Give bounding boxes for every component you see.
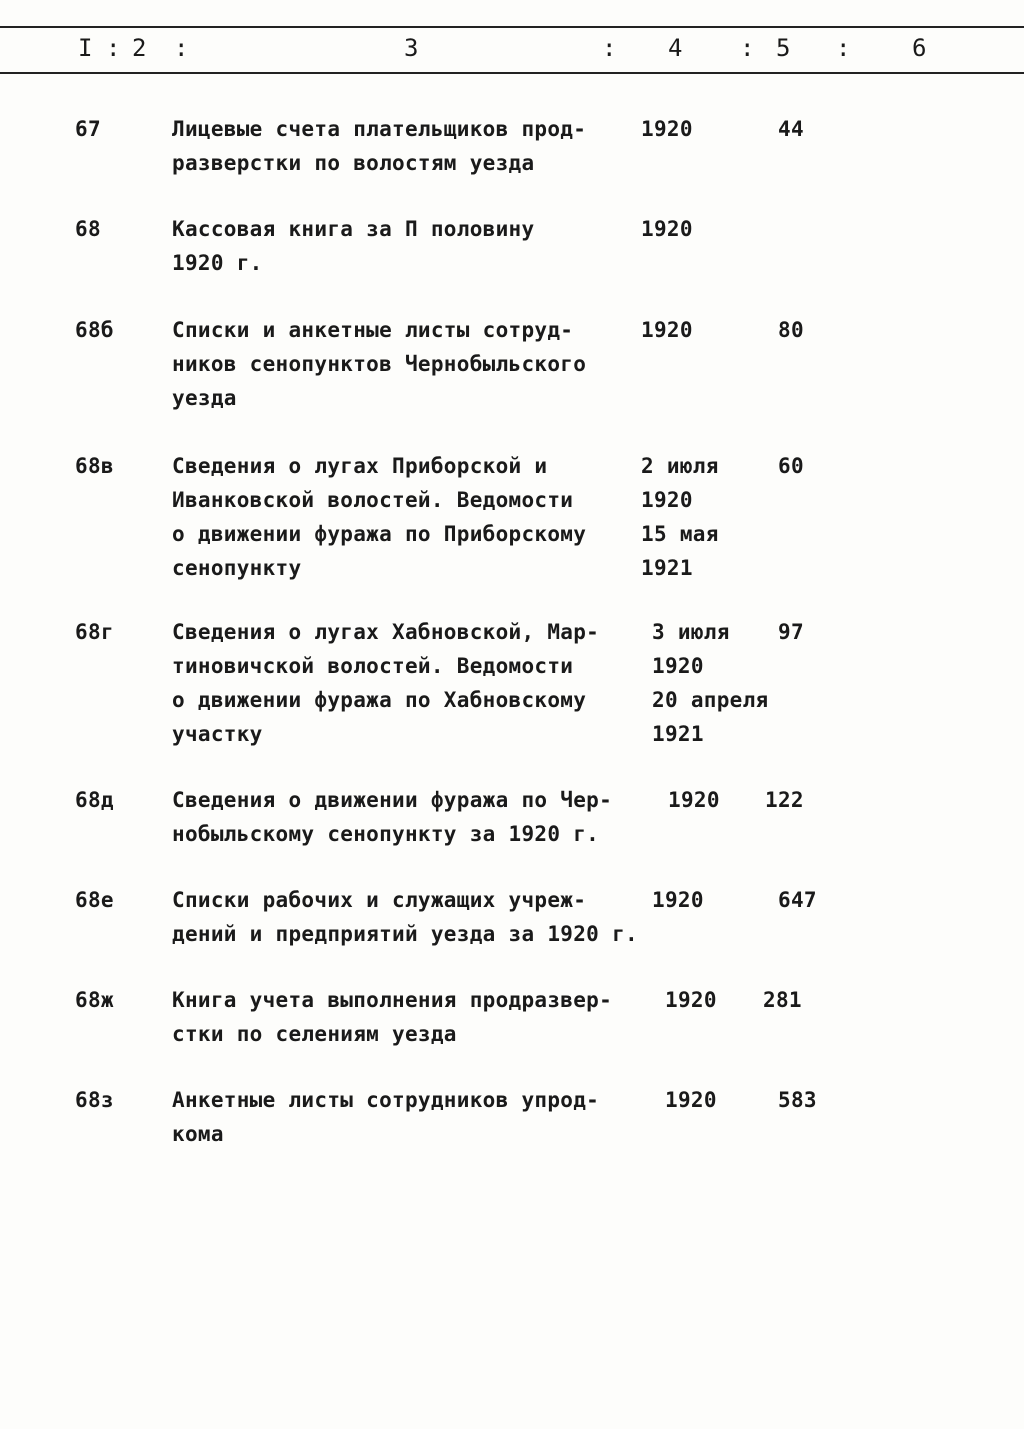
- col-4: 4: [668, 34, 683, 62]
- item-number: 68в: [75, 454, 114, 478]
- title-line: Кассовая книга за П половину: [172, 217, 535, 241]
- date-line: 20 апреля: [652, 688, 769, 712]
- date-line: 1921: [641, 556, 693, 580]
- item-title: [172, 783, 642, 851]
- title-line: разверстки по волостям уезда: [172, 151, 535, 175]
- date-line: 1920: [641, 488, 693, 512]
- date-line: 1921: [652, 722, 704, 746]
- item-number: 68г: [75, 620, 114, 644]
- item-dates: [652, 883, 704, 917]
- item-number: 67: [75, 117, 101, 141]
- title-line: о движении фуража по Приборскому: [172, 522, 587, 546]
- date-line: 1920: [668, 788, 720, 812]
- col-5: 5: [776, 34, 791, 62]
- title-line: Анкетные листы сотрудников упрод-: [172, 1088, 600, 1112]
- sheet-count: 281: [763, 988, 802, 1012]
- item-dates: [652, 615, 769, 751]
- title-line: Книга учета выполнения продразвер-: [172, 988, 613, 1012]
- item-title: [172, 313, 642, 415]
- title-line: о движении фуража по Хабновскому: [172, 688, 587, 712]
- sep: :: [836, 34, 851, 62]
- sheet-count: 44: [778, 117, 804, 141]
- item-dates: [641, 449, 719, 585]
- item-title: [172, 983, 642, 1051]
- title-line: участку: [172, 722, 263, 746]
- title-line: Сведения о лугах Хабновской, Мар-: [172, 620, 600, 644]
- item-number: 68з: [75, 1088, 114, 1112]
- date-line: 1920: [665, 988, 717, 1012]
- item-title: [172, 449, 642, 585]
- sep: :: [106, 34, 121, 62]
- item-title: [172, 615, 642, 751]
- item-dates: [668, 783, 720, 817]
- sheet-count: 80: [778, 318, 804, 342]
- item-number: 68: [75, 217, 101, 241]
- title-line: Сведения о движении фуража по Чер-: [172, 788, 613, 812]
- title-line: ников сенопунктов Чернобыльского: [172, 352, 587, 376]
- item-title: [172, 112, 642, 180]
- sep: :: [174, 34, 189, 62]
- date-line: 1920: [641, 117, 693, 141]
- item-title: [172, 212, 642, 280]
- title-line: Иванковской волостей. Ведомости: [172, 488, 574, 512]
- title-line: 1920 г.: [172, 251, 263, 275]
- sheet-count: 647: [778, 888, 817, 912]
- title-line: дений и предприятий уезда за 1920 г.: [172, 922, 638, 946]
- sep: :: [740, 34, 755, 62]
- item-dates: [665, 1083, 717, 1117]
- col-1: I: [78, 34, 93, 62]
- item-number: 68ж: [75, 988, 114, 1012]
- sheet-count: 97: [778, 620, 804, 644]
- date-line: 2 июля: [641, 454, 719, 478]
- sep: :: [602, 34, 617, 62]
- title-line: стки по селениям уезда: [172, 1022, 457, 1046]
- title-line: нобыльскому сенопункту за 1920 г.: [172, 822, 600, 846]
- item-dates: [641, 313, 693, 347]
- date-line: 1920: [652, 888, 704, 912]
- item-dates: [665, 983, 717, 1017]
- title-line: Сведения о лугах Приборской и: [172, 454, 548, 478]
- date-line: 15 мая: [641, 522, 719, 546]
- date-line: 1920: [641, 318, 693, 342]
- title-line: уезда: [172, 386, 237, 410]
- date-line: 1920: [641, 217, 693, 241]
- item-title: [172, 883, 642, 951]
- sheet-count: 60: [778, 454, 804, 478]
- item-number: 68б: [75, 318, 114, 342]
- sheet-count: 583: [778, 1088, 817, 1112]
- item-dates: [641, 112, 693, 146]
- title-line: тиновичской волостей. Ведомости: [172, 654, 574, 678]
- title-line: кома: [172, 1122, 224, 1146]
- date-line: 3 июля: [652, 620, 730, 644]
- header-bottom-rule: [0, 72, 1024, 74]
- col-6: 6: [912, 34, 927, 62]
- item-number: 68е: [75, 888, 114, 912]
- title-line: сенопункту: [172, 556, 302, 580]
- title-line: Списки рабочих и служащих учреж-: [172, 888, 587, 912]
- item-number: 68д: [75, 788, 114, 812]
- title-line: Списки и анкетные листы сотруд-: [172, 318, 574, 342]
- date-line: 1920: [652, 654, 704, 678]
- date-line: 1920: [665, 1088, 717, 1112]
- col-2: 2: [132, 34, 147, 62]
- item-dates: [641, 212, 693, 246]
- title-line: Лицевые счета плательщиков прод-: [172, 117, 587, 141]
- item-title: [172, 1083, 642, 1151]
- col-3: 3: [404, 34, 419, 62]
- top-rule: [0, 26, 1024, 28]
- sheet-count: 122: [765, 788, 804, 812]
